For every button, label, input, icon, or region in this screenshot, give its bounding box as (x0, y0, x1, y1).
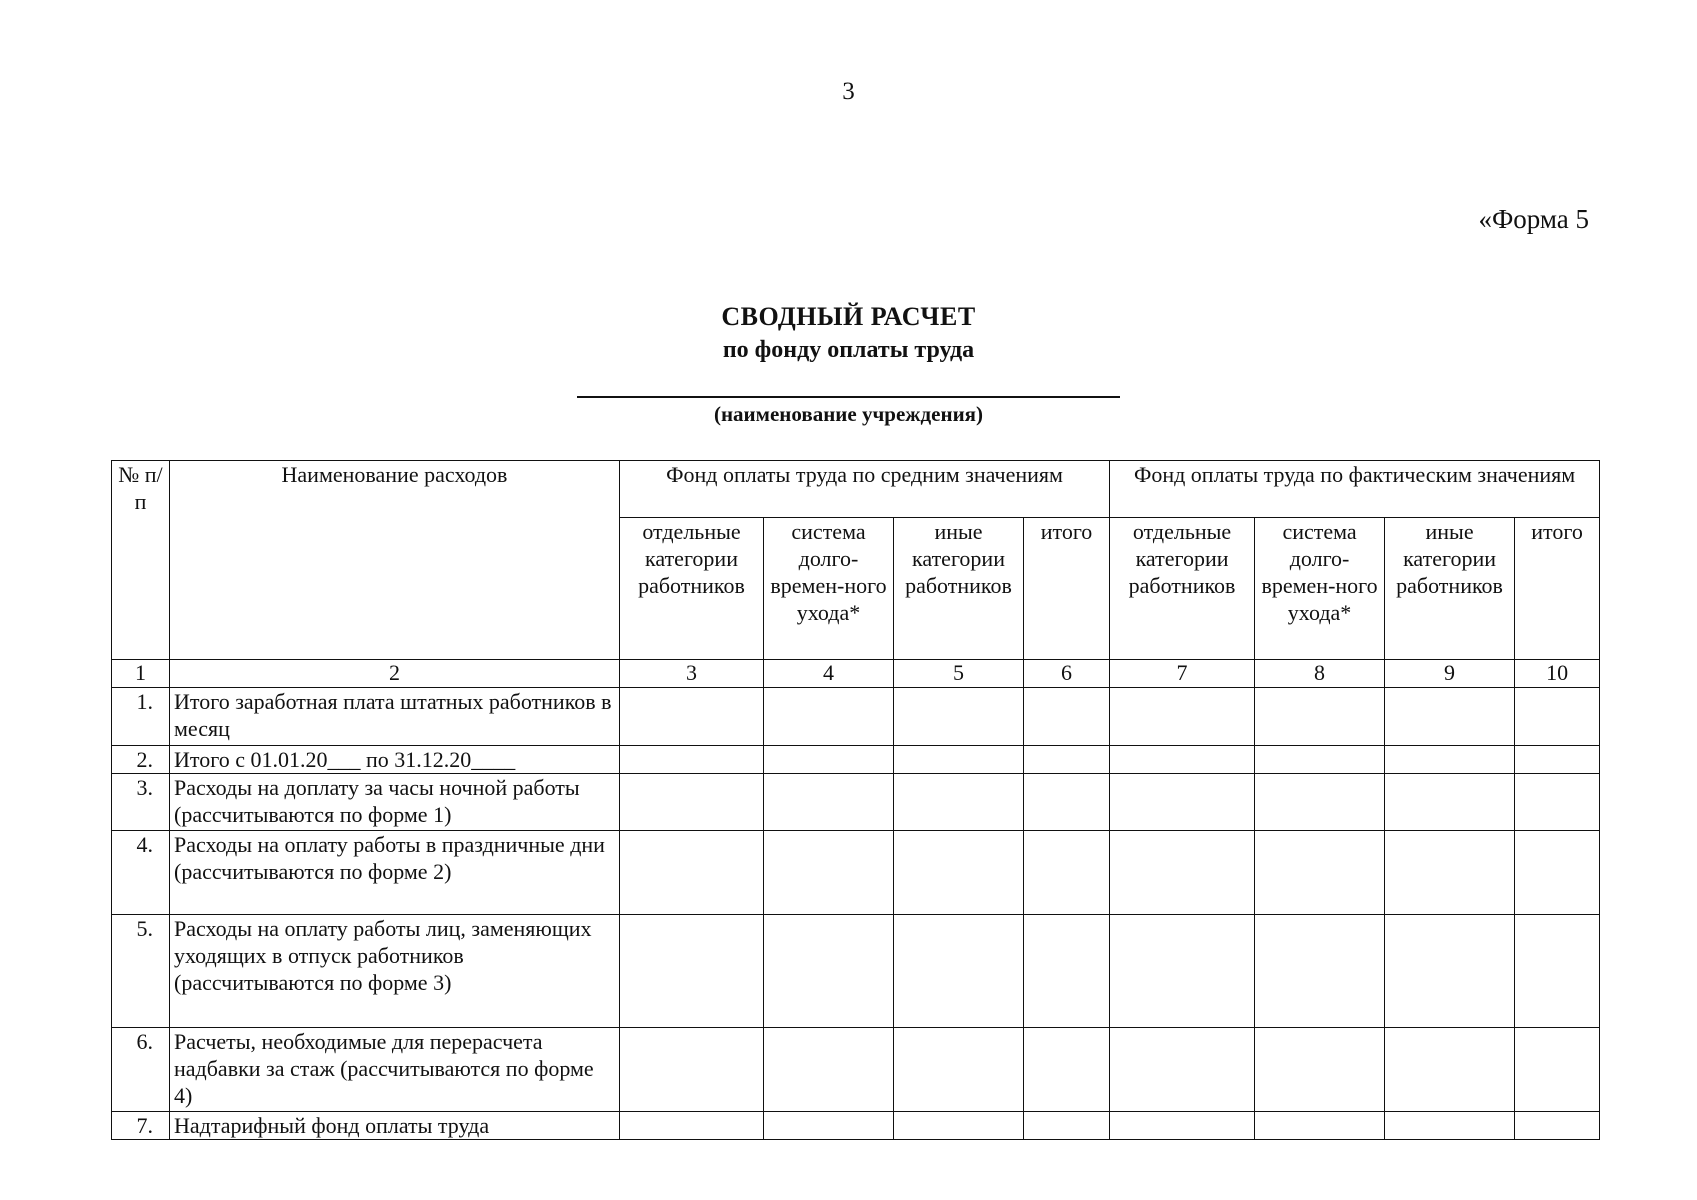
institution-name-blank-line (577, 396, 1120, 398)
value-cell (1385, 774, 1515, 831)
value-cell (1385, 831, 1515, 915)
value-cell (1515, 1028, 1600, 1112)
subheader-separate-categories: отдельные категории работников (1110, 518, 1255, 660)
table-row (112, 1028, 1600, 1112)
row-expense-name: Расходы на оплату работы лиц, заменяющих уходящих в отпуск работников (рассчитываются по форме 3) (170, 915, 620, 1028)
row-number: 6. (112, 1028, 170, 1112)
column-number: 5 (894, 660, 1024, 688)
value-cell (764, 688, 894, 746)
value-cell (1515, 746, 1600, 774)
value-cell (1255, 831, 1385, 915)
value-cell (1110, 688, 1255, 746)
subheader-long-term-care: система долго-времен-ного ухода* (764, 518, 894, 660)
value-cell (620, 774, 764, 831)
table-header-row (112, 461, 1600, 518)
value-cell (1255, 688, 1385, 746)
subheader-total: итого (1024, 518, 1110, 660)
table-row (112, 774, 1600, 831)
value-cell (1515, 831, 1600, 915)
column-number: 8 (1255, 660, 1385, 688)
subheader-total: итого (1515, 518, 1600, 660)
row-number: 1. (112, 688, 170, 746)
value-cell (1255, 1112, 1385, 1140)
value-cell (894, 774, 1024, 831)
subheader-separate-categories: отдельные категории работников (620, 518, 764, 660)
value-cell (1515, 915, 1600, 1028)
value-cell (764, 746, 894, 774)
value-cell (764, 1028, 894, 1112)
page-number: 3 (842, 78, 855, 105)
value-cell (620, 915, 764, 1028)
institution-caption: (наименование учреждения) (713, 402, 984, 426)
row-number: 7. (112, 1112, 170, 1140)
document-title: СВОДНЫЙ РАСЧЕТ (721, 302, 976, 331)
subheader-long-term-care: система долго-времен-ного ухода* (1255, 518, 1385, 660)
row-expense-name: Расчеты, необходимые для перерасчета надбавки за стаж (рассчитываются по форме 4) (170, 1028, 620, 1112)
table-row (112, 831, 1600, 915)
value-cell (764, 774, 894, 831)
value-cell (1024, 831, 1110, 915)
value-cell (1024, 1112, 1110, 1140)
payroll-summary-table (111, 460, 1600, 1140)
value-cell (1024, 1028, 1110, 1112)
value-cell (1515, 774, 1600, 831)
value-cell (894, 1028, 1024, 1112)
value-cell (894, 746, 1024, 774)
value-cell (1255, 746, 1385, 774)
column-number: 1 (112, 660, 170, 688)
column-number: 9 (1385, 660, 1515, 688)
value-cell (620, 688, 764, 746)
document-subtitle: по фонду оплаты труда (722, 337, 975, 363)
table-row (112, 688, 1600, 746)
value-cell (620, 746, 764, 774)
form-label: «Форма 5 (1478, 204, 1589, 234)
value-cell (1385, 1112, 1515, 1140)
column-number: 6 (1024, 660, 1110, 688)
row-number: 2. (112, 746, 170, 774)
row-number: 4. (112, 831, 170, 915)
value-cell (764, 831, 894, 915)
column-number: 3 (620, 660, 764, 688)
value-cell (1515, 1112, 1600, 1140)
value-cell (620, 831, 764, 915)
subheader-other-categories: иные категории работников (894, 518, 1024, 660)
column-number: 7 (1110, 660, 1255, 688)
value-cell (1385, 746, 1515, 774)
value-cell (1515, 688, 1600, 746)
value-cell (1024, 915, 1110, 1028)
column-number: 2 (170, 660, 620, 688)
row-expense-name: Расходы на оплату работы в праздничные дни (рассчитываются по форме 2) (170, 831, 620, 915)
value-cell (894, 915, 1024, 1028)
row-expense-name: Расходы на доплату за часы ночной работы (рассчитываются по форме 1) (170, 774, 620, 831)
value-cell (894, 688, 1024, 746)
value-cell (894, 1112, 1024, 1140)
row-number: 3. (112, 774, 170, 831)
header-group-average: Фонд оплаты труда по средним значениям (620, 461, 1110, 518)
table-row (112, 746, 1600, 774)
value-cell (1024, 746, 1110, 774)
row-number: 5. (112, 915, 170, 1028)
table-row (112, 915, 1600, 1028)
value-cell (894, 831, 1024, 915)
value-cell (1255, 1028, 1385, 1112)
header-group-actual: Фонд оплаты труда по фактическим значениям (1110, 461, 1600, 518)
value-cell (1024, 774, 1110, 831)
row-expense-name: Итого заработная плата штатных работников в месяц (170, 688, 620, 746)
value-cell (1110, 746, 1255, 774)
value-cell (620, 1028, 764, 1112)
header-num: № п/п (112, 461, 170, 660)
value-cell (1385, 915, 1515, 1028)
value-cell (620, 1112, 764, 1140)
value-cell (1110, 915, 1255, 1028)
value-cell (1255, 915, 1385, 1028)
value-cell (1110, 1112, 1255, 1140)
value-cell (1110, 831, 1255, 915)
value-cell (1385, 688, 1515, 746)
value-cell (1385, 1028, 1515, 1112)
row-expense-name: Итого с 01.01.20___ по 31.12.20____ (170, 746, 620, 774)
value-cell (1255, 774, 1385, 831)
column-number-row (112, 660, 1600, 688)
row-expense-name: Надтарифный фонд оплаты труда (170, 1112, 620, 1140)
value-cell (1024, 688, 1110, 746)
column-number: 4 (764, 660, 894, 688)
value-cell (764, 915, 894, 1028)
value-cell (764, 1112, 894, 1140)
column-number: 10 (1515, 660, 1600, 688)
table-row (112, 1112, 1600, 1140)
value-cell (1110, 1028, 1255, 1112)
header-expense-name: Наименование расходов (170, 461, 620, 660)
subheader-other-categories: иные категории работников (1385, 518, 1515, 660)
value-cell (1110, 774, 1255, 831)
